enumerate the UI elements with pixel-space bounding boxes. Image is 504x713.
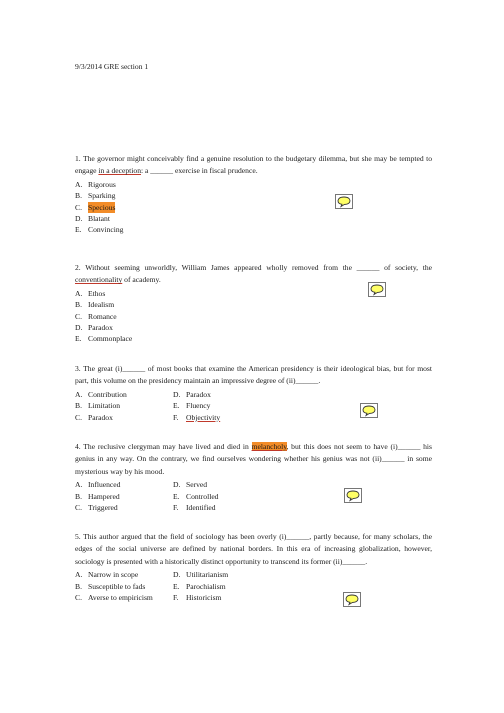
option-b[interactable] xyxy=(75,400,173,411)
option-a[interactable] xyxy=(75,569,173,580)
question-5 xyxy=(75,531,432,603)
question-3 xyxy=(75,363,432,423)
option-d[interactable] xyxy=(173,389,211,400)
option-row xyxy=(75,412,432,423)
comment-bubble-icon[interactable] xyxy=(335,194,353,209)
option-e[interactable] xyxy=(75,333,432,344)
option-e[interactable] xyxy=(173,581,226,592)
option-letter: E. xyxy=(173,401,180,411)
option-b[interactable] xyxy=(75,190,432,201)
option-letter: F. xyxy=(173,503,179,512)
option-text: Paradox xyxy=(88,322,113,332)
option-row xyxy=(75,479,432,490)
option-e[interactable] xyxy=(75,224,432,235)
option-text: Ethos xyxy=(88,288,106,298)
option-c[interactable] xyxy=(75,412,173,423)
option-letter: B. xyxy=(75,191,82,201)
option-a[interactable] xyxy=(75,179,432,190)
underlined-option-text: Objectivity xyxy=(186,412,221,422)
comment-bubble-icon[interactable] xyxy=(360,403,378,418)
option-f[interactable] xyxy=(173,412,220,423)
option-text: Commonplace xyxy=(88,334,133,344)
option-text: Susceptible to fads xyxy=(88,581,146,591)
option-letter: B. xyxy=(75,300,82,310)
option-text: Fluency xyxy=(186,401,211,411)
option-c[interactable] xyxy=(75,502,173,513)
option-letter: D. xyxy=(173,570,181,580)
option-letter: A. xyxy=(75,389,83,399)
option-d[interactable] xyxy=(75,322,432,333)
option-text: Utilitarianism xyxy=(186,570,229,580)
option-c[interactable] xyxy=(75,311,432,322)
option-letter: F. xyxy=(173,412,179,422)
option-letter: D. xyxy=(173,480,181,490)
option-row xyxy=(75,502,432,513)
option-a[interactable] xyxy=(75,479,173,490)
question-4-text: 4. The reclusive clergyman may have lived and died in xyxy=(75,442,252,451)
option-letter: B. xyxy=(75,491,82,501)
question-4-text-end: , but this does not seem to have (i)______ his genius in any way. On the contrary, we find ourselves wondering whether his genius was not (ii)______ in some mysterious way by his mood. xyxy=(75,442,432,476)
option-letter: C. xyxy=(75,412,82,422)
question-4 xyxy=(75,441,432,513)
comment-bubble-icon[interactable] xyxy=(343,592,361,607)
question-4-options xyxy=(75,479,432,513)
option-text: Blatant xyxy=(88,213,110,223)
question-3-options xyxy=(75,389,432,423)
option-letter: E. xyxy=(173,491,180,501)
option-letter: D. xyxy=(173,389,181,399)
option-text: Parochialism xyxy=(186,581,226,591)
option-letter: E. xyxy=(173,581,180,591)
option-letter: C. xyxy=(75,593,82,602)
option-row xyxy=(75,491,432,502)
option-letter: A. xyxy=(75,288,83,298)
option-row xyxy=(75,400,432,411)
option-e[interactable] xyxy=(173,491,218,502)
question-2-text-end: of academy. xyxy=(122,275,161,285)
option-text: Influenced xyxy=(88,480,121,490)
question-5-stem: 5. This author argued that the field of sociology has been overly (i)______, partly because, for many scholars, the edges of the social universe are defined by national borders. In this era of increasing globalization, however, sociology is presented with a historically distinct opportunity to transcend its former (ii)______. xyxy=(75,532,432,566)
option-text: Sparking xyxy=(88,191,116,201)
option-c[interactable] xyxy=(75,592,173,603)
option-b[interactable] xyxy=(75,299,432,310)
option-text: Hampered xyxy=(88,491,120,501)
underlined-annotation[interactable]: conventionality xyxy=(75,275,123,285)
option-c[interactable] xyxy=(75,202,432,213)
option-d[interactable] xyxy=(75,213,432,224)
page-header: 9/3/2014 GRE section 1 xyxy=(75,62,149,71)
option-text: Rigorous xyxy=(88,179,116,189)
question-1-stem xyxy=(75,153,432,178)
option-text: Controlled xyxy=(186,491,219,501)
option-letter: A. xyxy=(75,570,83,580)
option-text: Contribution xyxy=(88,389,127,399)
option-letter: D. xyxy=(75,322,83,332)
option-row xyxy=(75,389,432,400)
option-letter: E. xyxy=(75,334,82,344)
highlighted-annotation[interactable]: melancholy xyxy=(251,442,287,451)
option-letter: B. xyxy=(75,581,82,591)
option-b[interactable] xyxy=(75,581,173,592)
option-text: Paradox xyxy=(88,412,113,422)
option-text: Idealism xyxy=(88,300,115,310)
question-4-stem xyxy=(75,441,432,478)
option-d[interactable] xyxy=(173,569,228,580)
option-letter: A. xyxy=(75,179,83,189)
question-1-text-end: : a ______ exercise in fiscal prudence. xyxy=(141,166,258,176)
option-letter: F. xyxy=(173,593,179,602)
question-1-options xyxy=(75,179,432,236)
comment-bubble-icon[interactable] xyxy=(344,488,362,503)
highlighted-option-text: Specious xyxy=(88,202,116,212)
option-text: Identified xyxy=(186,503,216,512)
option-f[interactable] xyxy=(173,502,216,513)
option-text: Historicism xyxy=(186,593,222,602)
question-2 xyxy=(75,262,432,345)
option-text: Triggered xyxy=(88,503,118,512)
comment-bubble-icon[interactable] xyxy=(368,282,386,297)
option-letter: C. xyxy=(75,503,82,512)
question-5-options xyxy=(75,569,432,603)
option-letter: D. xyxy=(75,213,83,223)
option-letter: C. xyxy=(75,202,82,212)
option-text: Served xyxy=(186,480,208,490)
underlined-annotation[interactable]: in a deception xyxy=(98,166,141,176)
option-text: Romance xyxy=(88,311,117,321)
option-text: Averse to empiricism xyxy=(88,593,153,602)
question-1-text: 1. The governor might conceivably find a genuine resolution to the budgetary dilemma, but she may be tempted to engage xyxy=(75,154,432,176)
option-row xyxy=(75,569,432,580)
option-b[interactable] xyxy=(75,491,173,502)
option-letter: B. xyxy=(75,401,82,411)
option-d[interactable] xyxy=(173,479,207,490)
question-2-text: 2. Without seeming unworldly, William James appeared wholly removed from the ______ of society, the xyxy=(75,263,432,272)
question-1 xyxy=(75,153,432,236)
option-letter: E. xyxy=(75,225,82,235)
option-letter: A. xyxy=(75,480,83,490)
option-row xyxy=(75,581,432,592)
option-text: Convincing xyxy=(88,225,124,235)
option-a[interactable] xyxy=(75,389,173,400)
option-f[interactable] xyxy=(173,592,221,603)
option-letter: C. xyxy=(75,311,82,321)
option-text: Paradox xyxy=(186,389,211,399)
option-row xyxy=(75,592,432,603)
option-text: Narrow in scope xyxy=(88,570,139,580)
option-text: Limitation xyxy=(88,401,121,411)
option-e[interactable] xyxy=(173,400,210,411)
question-3-stem: 3. The great (i)______ of most books that examine the American presidency is their ideological bias, but for most part, this volume on the presidency maintain an impressive degree of (ii)______. xyxy=(75,364,432,386)
